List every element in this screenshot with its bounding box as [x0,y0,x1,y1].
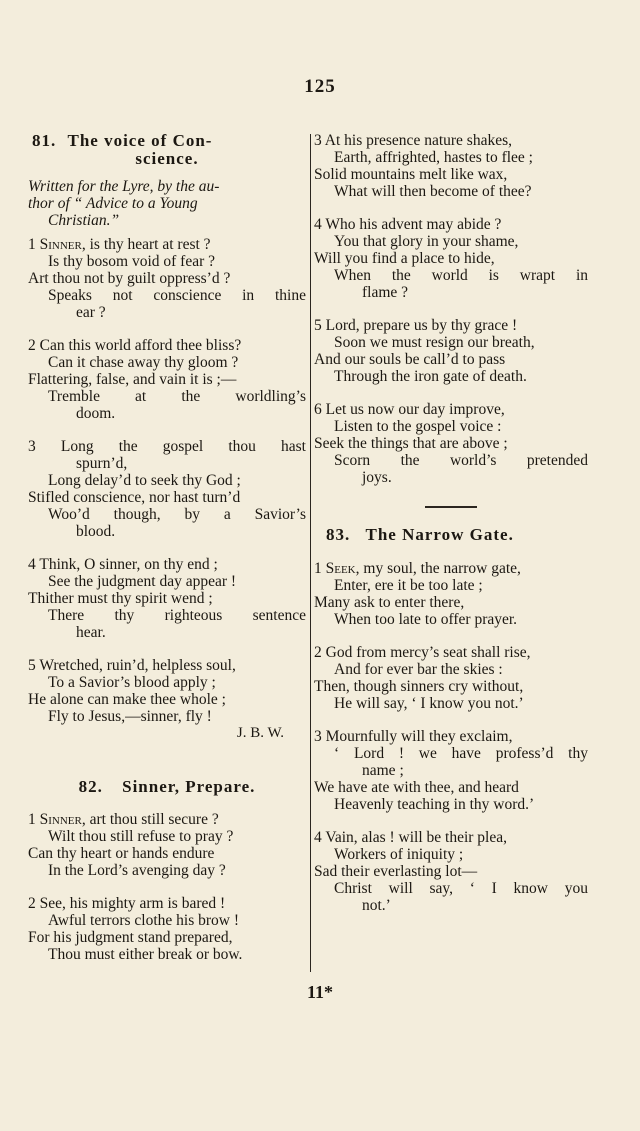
stanza-line: Art thou not by guilt oppress’d ? [28,270,231,287]
stanza-line: See the judgment day appear ! [48,573,237,590]
hymn-82-continued [314,132,588,486]
stanza-line: When too late to offer prayer. [334,611,518,628]
stanza-line: doom. [76,405,116,422]
page-number: 125 [304,76,336,97]
hymn-81-stanza-1 [28,236,306,321]
hymn-81-title-line1: The voice of Con- [67,131,213,150]
stanza-line: flame ? [362,284,409,301]
stanza-line: 6 Let us now our day improve, [314,401,505,418]
stanza-line: Thou must either break or bow. [48,946,243,963]
stanza-line: Can thy heart or hands endure [28,845,215,862]
section-rule [425,506,477,508]
stanza-line: 4 Vain, alas ! will be their plea, [314,829,507,846]
stanza-line: 1 Sinner, art thou still secure ? [28,811,219,828]
hymn-82-title [28,778,306,796]
stanza-line: name ; [362,762,404,779]
stanza-line: When the world is wrapt in [334,267,588,284]
stanza-line: Speaks not conscience in thine [48,287,306,304]
stanza-line: Sad their everlasting lot— [314,863,478,880]
stanza-line: Christ will say, ‘ I know you [334,880,588,897]
stanza-line: 3 Mournfully will they exclaim, [314,728,513,745]
hymn-83-stanza-1 [314,560,588,628]
stanza-line: Is thy bosom void of fear ? [48,253,216,270]
stanza-line: Seek the things that are above ; [314,435,508,452]
hymn-81 [28,132,306,742]
stanza-line: 1 Sinner, is thy heart at rest ? [28,236,211,253]
stanza-line: Enter, ere it be too late ; [334,577,483,594]
stanza-line: For his judgment stand prepared, [28,929,233,946]
stanza-line: 5 Lord, prepare us by thy grace ! [314,317,518,334]
stanza-line: 2 God from mercy’s seat shall rise, [314,644,531,661]
stanza-line: 2 Can this world afford thee bliss? [28,337,242,354]
stanza-line: Many ask to enter there, [314,594,465,611]
hymn-83-title [314,526,588,544]
hymn-83 [314,526,588,914]
stanza-line: Stifled conscience, nor hast turn’d [28,489,241,506]
stanza-line: Long delay’d to seek thy God ; [48,472,241,489]
stanza-line: He will say, ‘ I know you not.’ [334,695,524,712]
stanza-line: Listen to the gospel voice : [334,418,502,435]
stanza-line: Woo’d though, by a Savior’s [48,506,306,523]
stanza-line: 1 Seek, my soul, the narrow gate, [314,560,521,577]
hymn-81-stanza-4 [28,556,306,641]
stanza-line: 2 See, his mighty arm is bared ! [28,895,226,912]
hymn-81-title-line2: science. [135,149,199,168]
stanza-line: not.’ [362,897,391,914]
stanza-line: ear ? [76,304,106,321]
stanza-line: Wilt thou still refuse to pray ? [48,828,234,845]
stanza-line: Tremble at the worldling’s [48,388,306,405]
right-column [314,132,588,914]
stanza-line: 3 Long the gospel thou hast [28,438,306,455]
hymn-81-author-signature: J. B. W. [236,725,284,741]
stanza-line: Fly to Jesus,—sinner, fly ! [48,708,212,725]
hymn-83-stanza-4 [314,829,588,914]
stanza-line: There thy righteous sentence [48,607,306,624]
stanza-line: spurn’d, [76,455,128,472]
stanza-line: Soon we must resign our breath, [334,334,535,351]
stanza-line: Heavenly teaching in thy word.’ [334,796,535,813]
hymn-81-title [28,132,306,150]
stanza-line: Through the iron gate of death. [334,368,527,385]
hymn-82 [28,778,306,963]
hymn-81-stanza-3 [28,438,306,540]
hymn-81-number: 81. [32,131,57,150]
hymn-82-stanza-5 [314,317,588,385]
hymn-82-title-text: Sinner, Prepare. [122,777,256,796]
stanza-line: ‘ Lord ! we have profess’d thy [334,745,588,762]
stanza-line: 3 At his presence nature shakes, [314,132,512,149]
hymn-82-stanza-6 [314,401,588,486]
stanza-line: Solid mountains melt like wax, [314,166,508,183]
hymn-82-stanza-1 [28,811,306,879]
stanza-line: He alone can make thee whole ; [28,691,226,708]
hymn-82-stanza-4 [314,216,588,301]
column-divider [310,134,311,972]
hymn-81-stanza-5 [28,657,306,742]
hymn-82-stanza-2 [28,895,306,963]
stanza-line: Awful terrors clothe his brow ! [48,912,239,929]
note-line: thor of “ Advice to a Young [28,195,198,212]
hymn-83-number: 83. [326,525,351,544]
hymn-83-stanza-3 [314,728,588,813]
stanza-line: Then, though sinners cry without, [314,678,524,695]
stanza-line: In the Lord’s avenging day ? [48,862,226,879]
hymn-82-number: 82. [78,777,103,796]
note-line: Written for the Lyre, by the au- [28,178,220,195]
stanza-line: Workers of iniquity ; [334,846,464,863]
stanza-line: joys. [362,469,392,486]
stanza-line: To a Savior’s blood apply ; [48,674,216,691]
stanza-line: 4 Think, O sinner, on thy end ; [28,556,218,573]
stanza-line: blood. [76,523,116,540]
stanza-line: Scorn the world’s pretended [334,452,588,469]
hymn-83-title-text: The Narrow Gate. [365,525,514,544]
note-line: Christian.” [48,212,120,229]
stanza-line: What will then become of thee? [334,183,532,200]
stanza-line: Flattering, false, and vain it is ;— [28,371,237,388]
stanza-line: hear. [76,624,106,641]
signature-mark: 11* [306,982,333,1002]
hymn-82-stanza-3 [314,132,588,200]
stanza-line: 5 Wretched, ruin’d, helpless soul, [28,657,236,674]
stanza-line: We have ate with thee, and heard [314,779,519,796]
stanza-line: 4 Who his advent may abide ? [314,216,502,233]
left-column [28,132,306,963]
stanza-line: Will you find a place to hide, [314,250,495,267]
stanza-line: And our souls be call’d to pass [314,351,506,368]
stanza-line: And for ever bar the skies : [334,661,503,678]
hymn-81-note [28,178,306,229]
hymn-83-stanza-2 [314,644,588,712]
stanza-line: Earth, affrighted, hastes to flee ; [334,149,533,166]
stanza-line: You that glory in your shame, [334,233,519,250]
stanza-line: Can it chase away thy gloom ? [48,354,239,371]
hymn-81-stanza-2 [28,337,306,422]
stanza-line: Thither must thy spirit wend ; [28,590,213,607]
